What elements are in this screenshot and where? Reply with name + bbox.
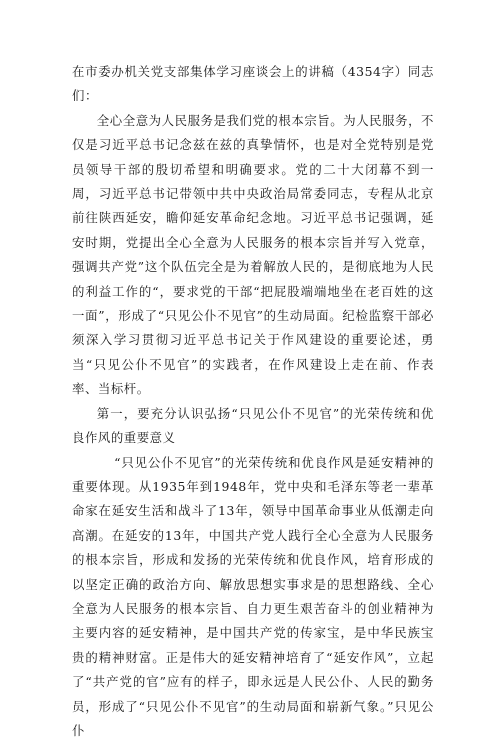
document-page — [72, 60, 434, 743]
paragraph-body: “只见公仆不见官”的光荣传统和优良作风是延安精神的重要体现。从1935年到1948年，党中央和毛泽东等老一辈革命家在延安生活和战斗了13年，领导中国革命事业从低潮走向高潮。在延安的13年，中国共产党人践行全心全意为人民服务的根本宗旨，形成和发扬的光荣传统和优良作风，培育形成的以坚定正确的政治方向、解放思想实事求是的思想路线、全心全意为人民服务的根本宗旨、自力更生艰苦奋斗的创业精神为主要内容的延安精神，是中国共产党的传家宝，是中华民族宝贵的精神财富。正是伟大的延安精神培育了“延安作风”，立起了“共产党的官”应有的样子，即永远是人民公仆、人民的勤务员，形成了“只见公仆不见官”的生动局面和崭新气象。”只见公仆 — [72, 451, 434, 743]
document-intro: 在市委办机关党支部集体学习座谈会上的讲稿（4354字）同志们： — [72, 60, 434, 109]
section-heading-first: 第一，要充分认识弘扬“只见公仆不见官”的光荣传统和优良作风的重要意义 — [72, 402, 434, 451]
paragraph-opening: 全心全意为人民服务是我们党的根本宗旨。为人民服务，不仅是习近平总书记念兹在兹的真挚情怀，也是对全党特别是党员领导干部的殷切希望和明确要求。党的二十大闭幕不到一周，习近平总书记带领中共中央政治局常委同志，专程从北京前往陕西延安，瞻仰延安革命纪念地。习近平总书记强调，延安时期，党提出全心全意为人民服务的根本宗旨并写入党章，强调共产党”这个队伍完全是为着解放人民的，是彻底地为人民的利益工作的“，要求党的干部“把屁股端端地坐在老百姓的这一面”，形成了“只见公仆不见官”的生动局面。纪检监察干部必须深入学习贯彻习近平总书记关于作风建设的重要论述，勇当“只见公仆不见官”的实践者，在作风建设上走在前、作表率、当标杆。 — [72, 109, 434, 402]
